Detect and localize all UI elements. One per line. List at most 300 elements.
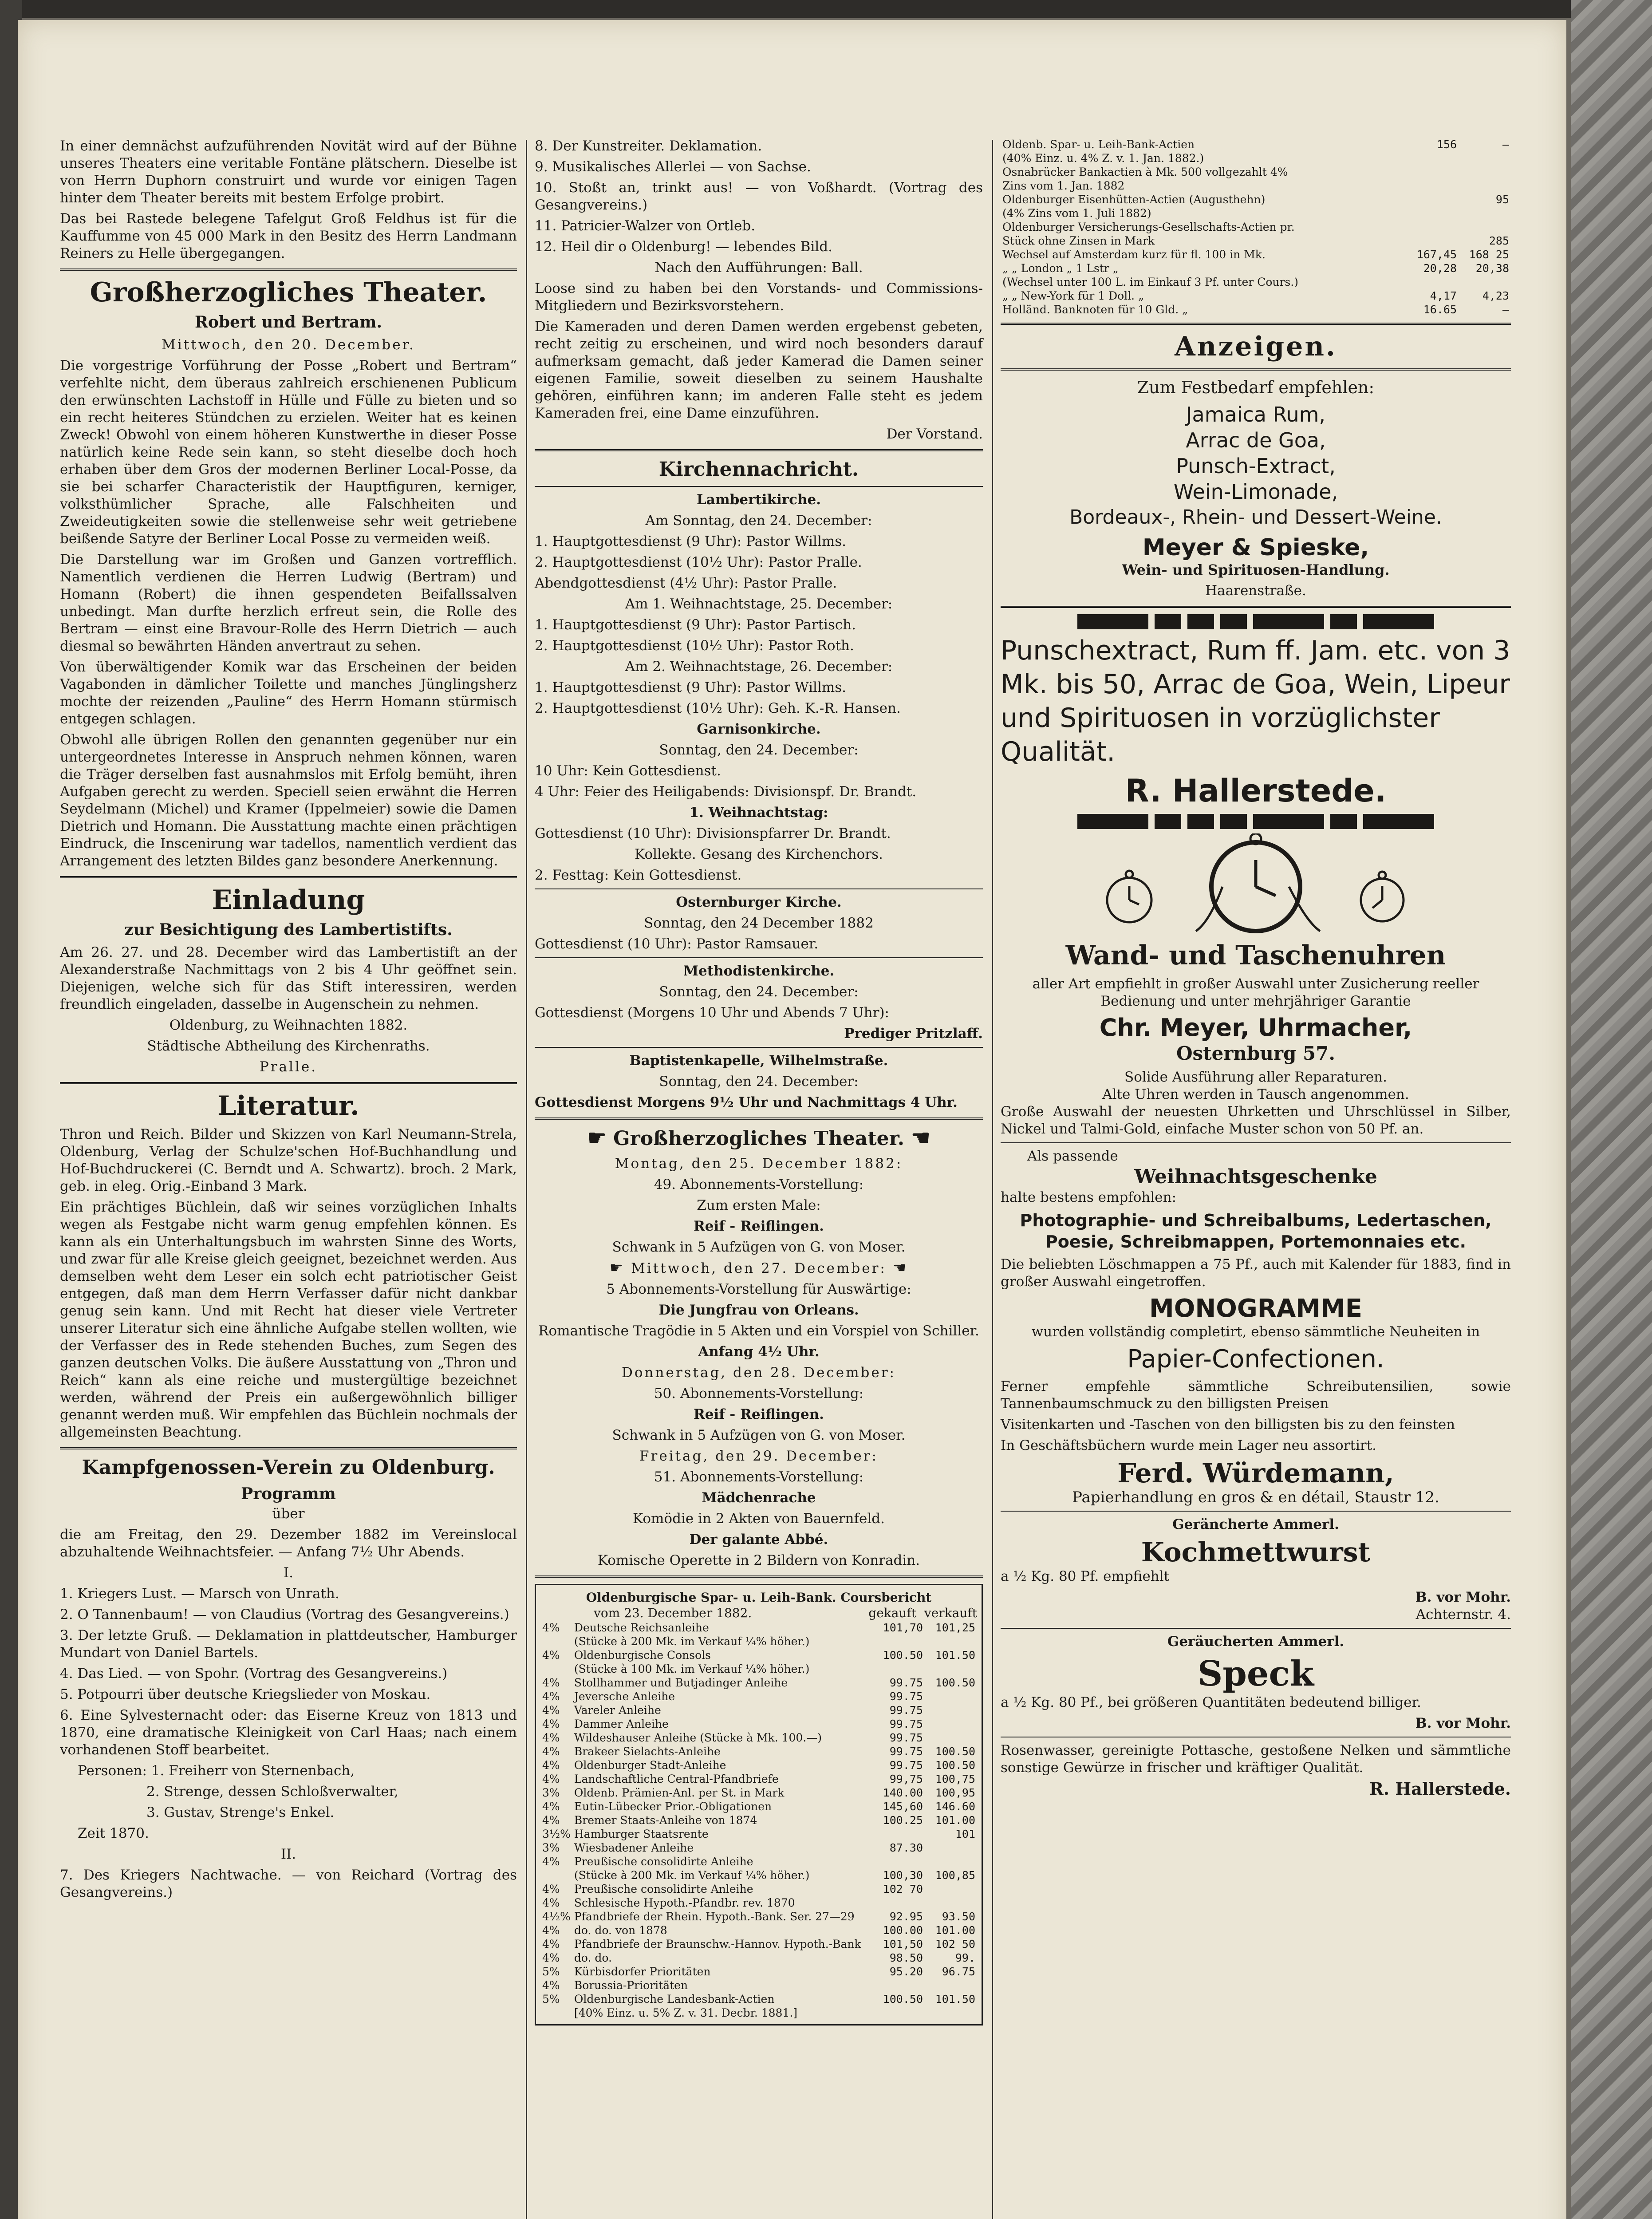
divider bbox=[1001, 323, 1511, 325]
bank-sold bbox=[925, 2006, 977, 2020]
bank-rate: 4% bbox=[542, 1731, 560, 1744]
bank-sold bbox=[925, 1841, 977, 1855]
bank-row bbox=[540, 1690, 977, 1703]
bank-sold bbox=[925, 1882, 977, 1896]
verein-heading: Kampfgenossen-Verein zu Oldenburg. bbox=[82, 1456, 495, 1479]
bank-row bbox=[540, 1717, 977, 1731]
vor-mohr: B. vor Mohr. bbox=[1415, 1589, 1511, 1605]
program-item: 8. Der Kunstreiter. Deklamation. bbox=[535, 138, 762, 154]
bank-sold: 95 bbox=[1495, 193, 1509, 206]
bank-course-report bbox=[535, 1584, 983, 2026]
church-date: Am 2. Weihnachtstage, 26. December: bbox=[625, 659, 893, 675]
program-ueber: über bbox=[272, 1506, 305, 1522]
bank-security: Oldenburger Stadt-Anleihe bbox=[574, 1759, 726, 1772]
gifts-papier: Papier-Confectionen. bbox=[1127, 1345, 1384, 1374]
bank-sold: 101,25 bbox=[935, 1621, 975, 1634]
bank-security: Oldenburgische Landesbank-Actien bbox=[574, 1993, 775, 2006]
bank-rate: 4% bbox=[542, 1855, 560, 1868]
bank-rate: 4% bbox=[542, 1690, 560, 1703]
program-part-2: II. bbox=[280, 1846, 296, 1862]
show-info: 51. Abonnements-Vorstellung: bbox=[654, 1469, 864, 1485]
church-name: Garnisonkirche. bbox=[697, 721, 821, 737]
bank-security: Borussia-Prioritäten bbox=[574, 1979, 688, 1992]
fest-item: Punsch-Extract, bbox=[1176, 454, 1336, 478]
bank-security: (Stücke à 200 Mk. im Verkauf ¼% höher.) bbox=[574, 1635, 810, 1648]
invite-text: Am 26. 27. und 28. December wird das Lambertistift an der Alexanderstraße Nachmittags von 2 bis 4 Uhr geöffnet sein. Diejenigen, welche sich für das Stift interessiren, werden freundlich eingeladen, dasselbe in Augenschein zu nehmen. bbox=[60, 944, 517, 1012]
ball-text: Loose sind zu haben bei den Vorstands- und Commissions-Mitgliedern und Bezirksvorstehern. bbox=[535, 280, 983, 314]
bank-security: Wiesbadener Anleihe bbox=[574, 1841, 694, 1854]
column-divider bbox=[992, 140, 993, 2219]
program-item: 2. O Tannenbaum! — von Claudius (Vortrag des Gesangvereins.) bbox=[60, 1607, 509, 1623]
kochmettwurst: Kochmettwurst bbox=[1141, 1537, 1371, 1568]
bank-security: Preußische consolidirte Anleihe bbox=[574, 1855, 753, 1868]
invite-org: Städtische Abtheilung des Kirchenraths. bbox=[147, 1038, 430, 1054]
bank-col-bought: gekauft bbox=[868, 1606, 917, 1620]
bank-row bbox=[540, 1855, 977, 1868]
bank-bought bbox=[1406, 151, 1459, 165]
bank-security: Hamburger Staatsrente bbox=[574, 1828, 709, 1840]
kameraden-text: Die Kameraden und deren Damen werden ergebenst gebeten, recht zeitig zu erscheinen, und wird noch besonders darauf aufmerksam gemacht, daß jeder Kamerad die Damen seiner eigenen Familie, soweit dieselben zu seinem Haushalte gehören, einführen kann; im anderen Falle steht es jedem Kameraden frei, eine Dame einzuführen. bbox=[535, 319, 983, 421]
bank-bought: 101,50 bbox=[883, 1938, 923, 1951]
show-start: Anfang 4½ Uhr. bbox=[698, 1344, 820, 1360]
bank-security: Schlesische Hypoth.-Pfandbr. rev. 1870 bbox=[574, 1896, 795, 1909]
bank-row bbox=[540, 1937, 977, 1951]
program-persons: 2. Strenge, dessen Schloßverwalter, bbox=[146, 1784, 398, 1800]
program-persons: 3. Gustav, Strenge's Enkel. bbox=[146, 1804, 335, 1820]
bank-subheader bbox=[540, 1605, 977, 1621]
fest-item: Wein-Limonade, bbox=[1173, 480, 1338, 504]
divider bbox=[535, 1047, 983, 1048]
bank-bought: 98.50 bbox=[889, 1951, 923, 1964]
bank-row bbox=[1001, 248, 1511, 261]
bank-row bbox=[540, 1786, 977, 1800]
bank-bought: 101,70 bbox=[883, 1621, 923, 1634]
program-item: 6. Eine Sylvesternacht oder: das Eiserne Kreuz von 1813 und 1870, eine dramatische Kleinigkeit von Carl Haas; nach einem vorhandenen Stoff bearbeitet. bbox=[60, 1707, 517, 1758]
bank-security: Oldenb. Spar- u. Leih-Bank-Actien bbox=[1002, 138, 1195, 151]
program-item: 11. Patricier-Walzer von Ortleb. bbox=[535, 218, 756, 234]
bank-sold: 100.50 bbox=[935, 1759, 975, 1772]
bank-security: Oldenburgische Consols bbox=[574, 1649, 711, 1662]
bank-rate: 4% bbox=[542, 1759, 560, 1772]
bank-bought: 167,45 bbox=[1416, 248, 1457, 261]
ammerl-label: Geräucherten Ammerl. bbox=[1167, 1634, 1344, 1650]
column-divider bbox=[526, 140, 527, 2219]
program-title: Programm bbox=[241, 1485, 336, 1503]
show-title: Mädchenrache bbox=[702, 1490, 816, 1506]
bank-rate: 4% bbox=[542, 1814, 560, 1827]
watches-text: aller Art empfiehlt in großer Auswahl unter Zusicherung reeller Bedienung und unter mehrjähriger Garantie bbox=[1032, 976, 1479, 1009]
bank-security: Oldenburger Eisenhütten-Actien (Augusthehn) bbox=[1002, 193, 1266, 206]
divider bbox=[1001, 368, 1511, 371]
gifts-sub: halte bestens empfohlen: bbox=[1001, 1189, 1177, 1205]
bank-bought: 100,30 bbox=[883, 1869, 923, 1882]
show-title: Reif - Reiflingen. bbox=[694, 1406, 824, 1422]
bank-sold bbox=[925, 1896, 977, 1910]
show-info: Schwank in 5 Aufzügen von G. von Moser. bbox=[612, 1427, 906, 1443]
bank-bought: 87.30 bbox=[889, 1841, 923, 1854]
pointing-hand-icon: ☛ bbox=[587, 1125, 607, 1150]
program-item: 1. Kriegers Lust. — Marsch von Unrath. bbox=[60, 1586, 339, 1602]
show-title: Reif - Reiflingen. bbox=[694, 1218, 824, 1234]
service-line: 2. Hauptgottesdienst (10½ Uhr): Pastor Roth. bbox=[535, 638, 854, 654]
bank-row bbox=[540, 1868, 977, 1882]
show-date bbox=[535, 1260, 983, 1277]
bank-row bbox=[1001, 261, 1511, 275]
bank-row bbox=[540, 1800, 977, 1813]
meyer-spieske: Meyer & Spieske, bbox=[1142, 534, 1369, 561]
book-top-edge bbox=[0, 0, 1652, 18]
service-line: Gottesdienst (10 Uhr): Pastor Ramsauer. bbox=[535, 936, 819, 952]
bank-sold bbox=[925, 1855, 977, 1868]
bank-security: Eutin-Lübecker Prior.-Obligationen bbox=[574, 1800, 772, 1813]
bank-security: Wechsel auf Amsterdam kurz für fl. 100 in Mk. bbox=[1002, 248, 1266, 261]
bank-row bbox=[1001, 193, 1511, 206]
bank-sold bbox=[1459, 151, 1511, 165]
vor-mohr: B. vor Mohr. bbox=[1415, 1715, 1511, 1731]
bank-row bbox=[540, 2006, 977, 2020]
church-date: Am Sonntag, den 24. December: bbox=[645, 513, 872, 529]
ornament-bar bbox=[1001, 814, 1511, 829]
gifts-photo: Photographie- und Schreibalbums, Ledertaschen, Poesie, Schreibmappen, Portemonnaies etc. bbox=[1020, 1211, 1492, 1252]
bank-sold: 168 25 bbox=[1469, 248, 1509, 261]
bank-rate: 4% bbox=[542, 1979, 560, 1992]
bank-bought: 99.75 bbox=[889, 1676, 923, 1689]
gifts-monogramme-sub: wurden vollständig completirt, ebenso sämmtliche Neuheiten in bbox=[1031, 1324, 1480, 1340]
bank-bought: 99.75 bbox=[889, 1759, 923, 1772]
bank-rate bbox=[540, 1662, 572, 1676]
bank-bought: 156 bbox=[1436, 138, 1457, 151]
vorstand-signature: Der Vorstand. bbox=[886, 426, 983, 442]
bank-security: Oldenb. Prämien-Anl. per St. in Mark bbox=[574, 1786, 785, 1799]
bank-security: (Stücke à 200 Mk. im Verkauf ¼% höher.) bbox=[574, 1869, 810, 1882]
service-line: 2. Hauptgottesdienst (10½ Uhr): Geh. K.-R. Hansen. bbox=[535, 700, 901, 716]
bank-rate: 4% bbox=[542, 1951, 560, 1964]
bank-row bbox=[1001, 179, 1511, 193]
bank-security: do. do. bbox=[574, 1951, 612, 1964]
service-line: 2. Hauptgottesdienst (10½ Uhr): Pastor Pralle. bbox=[535, 554, 862, 570]
bank-row bbox=[540, 1662, 977, 1676]
bank-rate: 4% bbox=[542, 1718, 560, 1730]
bank-sold bbox=[925, 1690, 977, 1703]
kochmettwurst-price: a ½ Kg. 80 Pf. empfiehlt bbox=[1001, 1568, 1170, 1584]
chr-meyer-name: Chr. Meyer, Uhrmacher, bbox=[1099, 1014, 1412, 1042]
service-line: 1. Hauptgottesdienst (9 Uhr): Pastor Willms. bbox=[535, 533, 847, 549]
chr-meyer-line: Alte Uhren werden in Tausch angenommen. bbox=[1102, 1086, 1409, 1102]
service-line: 1. Hauptgottesdienst (9 Uhr): Pastor Willms. bbox=[535, 679, 847, 695]
wuerdemann-name: Ferd. Würdemann, bbox=[1117, 1458, 1394, 1489]
bank-sold: 100,95 bbox=[935, 1786, 975, 1799]
bank-sold: 101.00 bbox=[935, 1814, 975, 1827]
bank-security: [40% Einz. u. 5% Z. v. 31. Decbr. 1881.] bbox=[574, 2006, 798, 2019]
bank-sold: — bbox=[1502, 138, 1509, 151]
bank-row bbox=[1001, 234, 1511, 248]
bank-security: do. do. von 1878 bbox=[574, 1924, 667, 1937]
bank-bought bbox=[1406, 220, 1459, 234]
bank-row bbox=[540, 1951, 977, 1965]
theater-heading: Großherzogliches Theater. bbox=[90, 277, 487, 308]
bank-row bbox=[540, 1758, 977, 1772]
bank-security: „ „ New-York für 1 Doll. „ bbox=[1002, 289, 1144, 302]
bank-security: Jeversche Anleihe bbox=[574, 1690, 675, 1703]
literature-review: Ein prächtiges Büchlein, daß wir seines vorzüglichen Inhalts wegen als Festgabe nicht warm genug empfehlen können. Es kann als ein Unterhaltungsbuch im wahrsten Sinne des Worts, und zwar für alle Kreise gleich geeignet, bezeichnet werden. Aus demselben weht dem Leser ein solch echt patriotischer Geist entgegen, daß man dem Herrn Verfasser dafür nicht dankbar genug sein kann. Und mit Recht hat dieser viele Vertreter unserer Literatur sich eine ähnliche Aufgabe stellen wollten, wie der Verfasser des in Rede stehenden Buches, zum Segen des ganzen deutschen Volks. Die äußere Ausstattung von „Thron und Reich“ kann als eine reiche und mustergültige bezeichnet werden, während der Preis ein außergewöhnlich billiger genannt werden muß. Wir empfehlen das Büchlein nochmals der allgemeinsten Beachtung. bbox=[60, 1199, 517, 1440]
bank-security: Brakeer Sielachts-Anleihe bbox=[574, 1745, 721, 1758]
bank-security: (40% Einz. u. 4% Z. v. 1. Jan. 1882.) bbox=[1002, 152, 1204, 165]
bank-sold: 20,38 bbox=[1475, 262, 1509, 275]
bank-security: Holländ. Banknoten für 10 Gld. „ bbox=[1002, 303, 1188, 316]
ads-heading: Anzeigen. bbox=[1175, 331, 1337, 362]
bank-rate: 3% bbox=[542, 1786, 560, 1799]
bank-bought: 99.75 bbox=[889, 1690, 923, 1703]
bank-row bbox=[1001, 220, 1511, 234]
ball-notice: Nach den Aufführungen: Ball. bbox=[654, 260, 863, 276]
bank-sold bbox=[1459, 220, 1511, 234]
divider bbox=[1001, 606, 1511, 608]
bank-sold: 99. bbox=[955, 1951, 975, 1964]
bank-security: Vareler Anleihe bbox=[574, 1704, 661, 1717]
theater-program-title: Großherzogliches Theater. bbox=[613, 1127, 905, 1150]
service-line: 2. Festtag: Kein Gottesdienst. bbox=[535, 867, 742, 883]
bank-row bbox=[540, 1703, 977, 1717]
service-line: Kollekte. Gesang des Kirchenchors. bbox=[635, 846, 883, 862]
bank-sold bbox=[925, 1703, 977, 1717]
column-middle bbox=[535, 138, 983, 2026]
show-title: Die Jungfrau von Orleans. bbox=[658, 1302, 859, 1318]
bank-rate: 4% bbox=[542, 1704, 560, 1717]
bank-col-sold: verkauft bbox=[924, 1606, 977, 1620]
bank-row bbox=[1001, 206, 1511, 220]
bank-sold: 285 bbox=[1489, 234, 1509, 247]
bank-security: Bremer Staats-Anleihe von 1874 bbox=[574, 1814, 757, 1827]
bank-sold: 101.00 bbox=[935, 1924, 975, 1937]
invite-place: Oldenburg, zu Weihnachten 1882. bbox=[169, 1017, 408, 1033]
bank-bought bbox=[872, 1662, 925, 1676]
bank-row bbox=[540, 1965, 977, 1978]
show-info: Komödie in 2 Akten von Bauernfeld. bbox=[633, 1511, 885, 1527]
divider bbox=[60, 268, 517, 271]
show-info: Romantische Tragödie in 5 Akten und ein Vorspiel von Schiller. bbox=[538, 1323, 979, 1339]
church-name: Baptistenkapelle, Wilhelmstraße. bbox=[629, 1053, 888, 1069]
bank-bought bbox=[1406, 193, 1459, 206]
program-intro: die am Freitag, den 29. Dezember 1882 im Vereinslocal abzuhaltende Weihnachtsfeier. — Anfang 7½ Uhr Abends. bbox=[60, 1527, 517, 1560]
bank-sold bbox=[1459, 179, 1511, 193]
bank-row bbox=[540, 1896, 977, 1910]
hallerstede-name: R. Hallerstede. bbox=[1125, 773, 1387, 809]
bank-sold: 100.50 bbox=[935, 1745, 975, 1758]
bank-bought: 4,17 bbox=[1430, 289, 1457, 302]
column-right bbox=[1001, 138, 1511, 1801]
bank-sold: 100,75 bbox=[935, 1773, 975, 1785]
show-title: Der galante Abbé. bbox=[689, 1532, 828, 1548]
bank-row bbox=[540, 1772, 977, 1786]
bank-rate bbox=[540, 1868, 572, 1882]
bank-bought: 100.25 bbox=[883, 1814, 923, 1827]
punsch-ad: Punschextract, Rum ff. Jam. etc. von 3 Mk. bis 50, Arrac de Goa, Wein, Lipeur und Spirituosen in vorzüglichster Qualität. bbox=[1001, 635, 1510, 767]
bank-bought bbox=[872, 1827, 925, 1841]
invite-heading: Einladung bbox=[212, 884, 365, 916]
bank-security: (Wechsel unter 100 L. im Einkauf 3 Pf. unter Cours.) bbox=[1002, 276, 1298, 288]
bank-row bbox=[540, 1731, 977, 1745]
bank-rate: 3% bbox=[542, 1841, 560, 1854]
bank-security: Dammer Anleihe bbox=[574, 1718, 669, 1730]
show-date: Montag, den 25. December 1882: bbox=[615, 1156, 903, 1172]
bank-security: Stollhammer und Butjadinger Anleihe bbox=[574, 1676, 788, 1689]
gifts-loeschmappen: Die beliebten Löschmappen a 75 Pf., auch mit Kalender für 1883, find in großer Auswahl eingetroffen. bbox=[1001, 1256, 1511, 1290]
program-item: 10. Stoßt an, trinkt aus! — von Voßhardt. (Vortrag des Gesangvereins.) bbox=[535, 180, 983, 213]
bank-row bbox=[540, 1992, 977, 2006]
divider bbox=[60, 1447, 517, 1449]
bank-sold bbox=[925, 1731, 977, 1745]
service-line: Abendgottesdienst (4½ Uhr): Pastor Pralle. bbox=[535, 575, 837, 591]
bank-table bbox=[540, 1621, 977, 2020]
fest-item: Jamaica Rum, bbox=[1186, 403, 1326, 426]
divider bbox=[1001, 1628, 1511, 1629]
church-name: Osternburger Kirche. bbox=[676, 894, 842, 910]
meyer-spieske-sub: Wein- und Spirituosen-Handlung. bbox=[1122, 561, 1390, 578]
bank-sold: — bbox=[1502, 303, 1509, 316]
program-zeit: Zeit 1870. bbox=[78, 1825, 149, 1841]
bank-security: Osnabrücker Bankactien à Mk. 500 vollgezahlt 4% bbox=[1002, 166, 1288, 178]
bank-bought: 100.50 bbox=[883, 1993, 923, 2006]
bank-sold bbox=[1459, 165, 1511, 179]
divider bbox=[535, 888, 983, 889]
bank-bought bbox=[872, 1855, 925, 1868]
service-line: Gottesdienst (10 Uhr): Divisionspfarrer Dr. Brandt. bbox=[535, 825, 891, 841]
bank-row bbox=[540, 1813, 977, 1827]
chr-meyer-line: Große Auswahl der neuesten Uhrketten und Uhrschlüssel in Silber, Nickel und Talmi-Gold, einfache Muster schon von 50 Pf. an. bbox=[1001, 1104, 1511, 1137]
bank-security: „ „ London „ 1 Lstr „ bbox=[1002, 262, 1119, 275]
fest-intro: Zum Festbedarf empfehlen: bbox=[1137, 378, 1375, 397]
bank-sold: 146.60 bbox=[935, 1800, 975, 1813]
bank-bought: 99,75 bbox=[889, 1773, 923, 1785]
bank-security: Pfandbriefe der Rhein. Hypoth.-Bank. Ser. 27—29 bbox=[574, 1910, 855, 1923]
book-marbled-cover bbox=[1571, 0, 1652, 2219]
bank-row bbox=[540, 1841, 977, 1855]
bank-bought bbox=[1406, 165, 1459, 179]
literature-entry: Thron und Reich. Bilder und Skizzen von Karl Neumann-Strela, Oldenburg, Verlag der Schulze'schen Hof-Buchhandlung und Hof-Buchdruckerei (C. Berndt und A. Schwartz). broch. 2 Mark, geb. in eleg. Orig.-Einband 3 Mark. bbox=[60, 1126, 517, 1194]
bank-rate: 4% bbox=[542, 1676, 560, 1689]
review-paragraph: Die vorgestrige Vorführung der Posse „Robert und Bertram“ verfehlte nicht, dem überaus zahlreich erschienenen Publicum den erwünschten Lachstoff in Hülle und Fülle zu bieten und so ein recht heiteres Stündchen zu erzielen. Weiter hat es keinen Zweck! Obwohl von einem höheren Kunstwerthe in dieser Posse natürlich keine Rede sein kann, so steht dieselbe doch hoch erhaben über dem Gros der modernen Berliner Local-Posse, da sie bei scharfer Characteristik der Hauptfiguren, kerniger, volksthümlicher Sprache, alle Falschheiten und Zweideutigkeiten sowie die stellenweise sehr weit getriebene beißende Satyre der Berliner Local Posse zu vermeiden weiß. bbox=[60, 358, 517, 547]
bank-sold: 100.50 bbox=[935, 1676, 975, 1689]
bank-bought: 100.00 bbox=[883, 1924, 923, 1937]
pointing-hand-icon: ☚ bbox=[892, 1259, 908, 1277]
church-date: Sonntag, den 24. December: bbox=[659, 742, 859, 758]
hallerstede-signature: R. Hallerstede. bbox=[1369, 1779, 1511, 1799]
bank-security: Oldenburger Versicherungs-Gesellschafts-Actien pr. bbox=[1002, 221, 1295, 233]
bank-sold: 101 bbox=[955, 1828, 975, 1840]
bank-security: Landschaftliche Central-Pfandbriefe bbox=[574, 1773, 779, 1785]
theater-program-heading bbox=[535, 1126, 983, 1151]
bank-rate: 5% bbox=[542, 1965, 560, 1978]
bank-bought: 16.65 bbox=[1423, 303, 1457, 316]
bank-sold bbox=[1459, 206, 1511, 220]
show-info: 49. Abonnements-Vorstellung: bbox=[654, 1177, 864, 1192]
theater-play-title: Robert und Bertram. bbox=[194, 313, 382, 332]
bank-security: Pfandbriefe der Braunschw.-Hannov. Hypoth.-Bank bbox=[574, 1938, 861, 1951]
program-item: 7. Des Kriegers Nachtwache. — von Reichard (Vortrag des Gesangvereins.) bbox=[60, 1867, 517, 1900]
service-line: 1. Hauptgottesdienst (9 Uhr): Pastor Partisch. bbox=[535, 617, 856, 633]
literature-heading: Literatur. bbox=[217, 1090, 359, 1121]
bank-rate: 4% bbox=[542, 1649, 560, 1662]
gifts-geschaeftsbuecher: In Geschäftsbüchern wurde mein Lager neu assortirt. bbox=[1001, 1437, 1377, 1453]
review-paragraph: Von überwältigender Komik war das Erscheinen der beiden Vagabonden in dämlicher Toilette und manches Jünglingsherz mochte der reizenden „Pauline“ des Herrn Homann stürmisch entgegen schlagen. bbox=[60, 659, 517, 727]
ornament-bar bbox=[1001, 614, 1511, 629]
service-line: Gottesdienst Morgens 9½ Uhr und Nachmittags 4 Uhr. bbox=[535, 1094, 958, 1110]
bank-rate: 4% bbox=[542, 1745, 560, 1758]
gifts-visitenkarten: Visitenkarten und -Taschen von den billigsten bis zu den feinsten bbox=[1001, 1417, 1455, 1433]
show-info: 50. Abonnements-Vorstellung: bbox=[654, 1386, 864, 1402]
church-date: 1. Weihnachtstag: bbox=[689, 805, 828, 821]
bank-bought: 99.75 bbox=[889, 1731, 923, 1744]
bank-rate: 4% bbox=[542, 1896, 560, 1909]
bank-bought: 100.50 bbox=[883, 1649, 923, 1662]
ammerl-label: Geräncherte Ammerl. bbox=[1172, 1516, 1339, 1532]
bank-security: Wildeshauser Anleihe (Stücke à Mk. 100.—) bbox=[574, 1731, 822, 1744]
bank-security: Stück ohne Zinsen in Mark bbox=[1002, 234, 1155, 247]
pointing-hand-icon: ☛ bbox=[609, 1259, 625, 1277]
bank-sold: 101.50 bbox=[935, 1649, 975, 1662]
church-heading: Kirchennachricht. bbox=[658, 458, 859, 481]
speck: Speck bbox=[1197, 1654, 1314, 1694]
bank-row bbox=[540, 1827, 977, 1841]
divider bbox=[535, 449, 983, 451]
show-info: Zum ersten Male: bbox=[697, 1197, 821, 1213]
bank-security: (Stücke à 100 Mk. im Verkauf ¼% höher.) bbox=[574, 1662, 810, 1675]
bank-row bbox=[540, 1648, 977, 1662]
bank-sold bbox=[1459, 275, 1511, 289]
bank-security: Preußische consolidirte Anleihe bbox=[574, 1883, 753, 1895]
bank-sold: 4,23 bbox=[1482, 289, 1509, 302]
bank-sold bbox=[925, 1717, 977, 1731]
divider bbox=[60, 1082, 517, 1084]
news-feldhus: Das bei Rastede belegene Tafelgut Groß Feldhus ist für die Kauffumme von 45 000 Mark in den Besitz des Herrn Landmann Reiners zu Helle übergegangen. bbox=[60, 211, 517, 261]
divider bbox=[1001, 1142, 1511, 1143]
program-item: 3. Der letzte Gruß. — Deklamation in plattdeutscher, Hamburger Mundart von Daniel Bartels. bbox=[60, 1627, 517, 1661]
bank-bought bbox=[1406, 179, 1459, 193]
bank-bought: 20,28 bbox=[1423, 262, 1457, 275]
bank-bought bbox=[872, 1635, 925, 1648]
church-name: Methodistenkirche. bbox=[683, 963, 835, 979]
bank-rate: 4% bbox=[542, 1883, 560, 1895]
church-date: Am 1. Weihnachtstage, 25. December: bbox=[625, 596, 893, 612]
bank-heading: Oldenburgische Spar- u. Leih-Bank. Coursbericht bbox=[586, 1590, 932, 1605]
service-line: Gottesdienst (Morgens 10 Uhr und Abends 7 Uhr): bbox=[535, 1005, 889, 1021]
bank-row bbox=[540, 1745, 977, 1758]
bank-bought: 99.75 bbox=[889, 1718, 923, 1730]
bank-row bbox=[540, 1978, 977, 1992]
church-date: Sonntag, den 24. December: bbox=[659, 984, 859, 1000]
bank-rate: 4% bbox=[542, 1938, 560, 1951]
bank-rate: 4% bbox=[542, 1800, 560, 1813]
bank-bought: 95.20 bbox=[889, 1965, 923, 1978]
bank-rate: 4% bbox=[542, 1924, 560, 1937]
show-info: Schwank in 5 Aufzügen von G. von Moser. bbox=[612, 1239, 906, 1255]
invite-subheading: zur Besichtigung des Lambertistifts. bbox=[124, 920, 453, 939]
watches-heading: Wand- und Taschenuhren bbox=[1065, 940, 1446, 971]
show-info: Komische Operette in 2 Bildern von Konradin. bbox=[597, 1552, 920, 1568]
bank-security: Deutsche Reichsanleihe bbox=[574, 1621, 709, 1634]
bank-sold: 101.50 bbox=[935, 1993, 975, 2006]
gifts-als: Als passende bbox=[1027, 1148, 1118, 1164]
service-line: 10 Uhr: Kein Gottesdienst. bbox=[535, 763, 721, 779]
bank-bought bbox=[872, 1896, 925, 1910]
review-paragraph: Obwohl alle übrigen Rollen den genannten gegenüber nur ein untergeordnetes Interesse in Anspruch nehmen können, waren die Träger derselben fast ausnahmslos mit Erfolg bemüht, ihren Aufgaben gerecht zu werden. Speciell seien erwähnt die Herren Seydelmann (Michel) und Kramer (Ippelmeier) sowie die Damen Dietrich und Homann. Die Ausstattung machte einen prächtigen Eindruck, die Inscenirung war tadellos, namentlich verdient das Arrangement des letzten Bildes ganz besondere Anerkennung. bbox=[60, 732, 517, 869]
bank-bought: 99.75 bbox=[889, 1745, 923, 1758]
bank-rate: 5% bbox=[542, 1993, 560, 2006]
program-item: 12. Heil dir o Oldenburg! — lebendes Bild. bbox=[535, 239, 832, 255]
bank-bought: 145,60 bbox=[883, 1800, 923, 1813]
fest-wines: Bordeaux-, Rhein- und Dessert-Weine. bbox=[1069, 506, 1442, 529]
bank-bought: 92.95 bbox=[889, 1910, 923, 1923]
